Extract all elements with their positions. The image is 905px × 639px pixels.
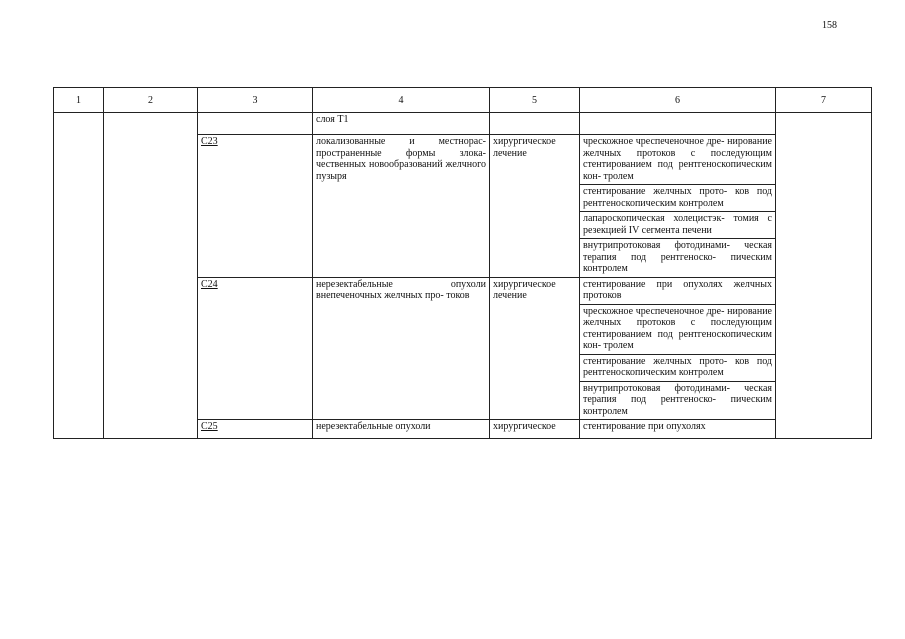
cell-col-2 bbox=[104, 113, 198, 439]
method-c24-1: стентирование при опухолях желчных протоков bbox=[580, 277, 776, 304]
method-c24-3: стентирование желчных прото- ков под рентгеноскопическим контролем bbox=[580, 354, 776, 381]
method-c23-3: лапароскопическая холецистэк- томия с резекцией IV сегмента печени bbox=[580, 212, 776, 239]
header-col-7: 7 bbox=[776, 88, 872, 113]
method-c24-2: чрескожное чреспеченочное дре- нирование желчных протоков с последующим стентированием под рентгеноскопическим кон- тролем bbox=[580, 304, 776, 354]
table-header-row bbox=[54, 88, 872, 113]
cell-col-6 bbox=[580, 113, 776, 135]
method-c25-1: стентирование при опухолях bbox=[580, 420, 776, 439]
header-col-1: 1 bbox=[54, 88, 104, 113]
condition-c23: локализованные и местнорас- пространенные формы злока- чественных новообразований желчного пузыря bbox=[313, 135, 490, 278]
treatment-c24: хирургическое лечение bbox=[490, 277, 580, 420]
treatment-c23: хирургическое лечение bbox=[490, 135, 580, 278]
condition-c25: нерезектабельные опухоли bbox=[313, 420, 490, 439]
header-col-2: 2 bbox=[104, 88, 198, 113]
condition-c24: нерезектабельные опухоли внепеченочных желчных про- токов bbox=[313, 277, 490, 420]
method-c23-1: чрескожное чреспеченочное дре- нирование желчных протоков с последующим стентированием под рентгеноскопическим кон- тролем bbox=[580, 135, 776, 185]
method-c23-2: стентирование желчных прото- ков под рентгеноскопическим контролем bbox=[580, 185, 776, 212]
treatment-c25: хирургическое bbox=[490, 420, 580, 439]
header-col-6: 6 bbox=[580, 88, 776, 113]
header-col-3: 3 bbox=[198, 88, 313, 113]
continuation-cell: слоя Т1 bbox=[313, 113, 490, 135]
icd-code-c25: C25 bbox=[198, 420, 313, 439]
cell-col-7 bbox=[776, 113, 872, 439]
method-c23-4: внутрипротоковая фотодинами- ческая терапия под рентгеноско- пическим контролем bbox=[580, 239, 776, 278]
page-number: 158 bbox=[822, 20, 837, 31]
cell-col-3 bbox=[198, 113, 313, 135]
medical-procedures-table bbox=[53, 87, 872, 439]
cell-col-5 bbox=[490, 113, 580, 135]
icd-code-c24: C24 bbox=[198, 277, 313, 420]
method-c24-4: внутрипротоковая фотодинами- ческая терапия под рентгеноско- пическим контролем bbox=[580, 381, 776, 420]
cell-col-1 bbox=[54, 113, 104, 439]
header-col-4: 4 bbox=[313, 88, 490, 113]
header-col-5: 5 bbox=[490, 88, 580, 113]
icd-code-c23: C23 bbox=[198, 135, 313, 278]
table-row bbox=[54, 113, 872, 135]
